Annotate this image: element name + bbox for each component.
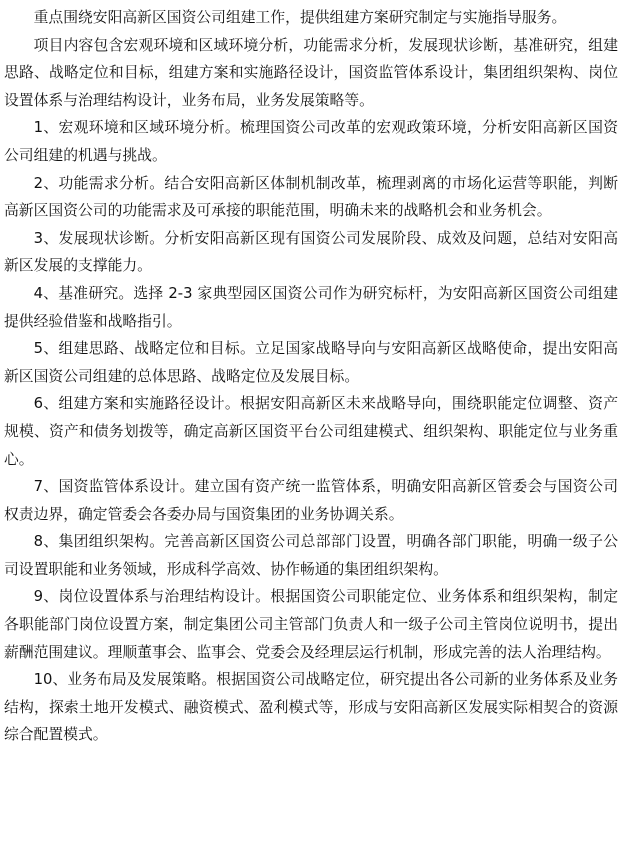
intro-paragraph: 重点围绕安阳高新区国资公司组建工作，提供组建方案研究制定与实施指导服务。	[33, 9, 567, 26]
item-7-paragraph: 7、国资监管体系设计。建立国有资产统一监管体系，明确安阳高新区管委会与国资公司权责边界，确定管委会各委办局与国资集团的业务协调关系。	[4, 478, 618, 523]
item-5-paragraph: 5、组建思路、战略定位和目标。立足国家战略导向与安阳高新区战略使命，提出安阳高新区国资公司组建的总体思路、战略定位及发展目标。	[4, 340, 618, 385]
item-3-paragraph: 3、发展现状诊断。分析安阳高新区现有国资公司发展阶段、成效及问题，总结对安阳高新区发展的支撑能力。	[4, 229, 618, 275]
item-2-paragraph: 2、功能需求分析。结合安阳高新区体制机制改革，梳理剥离的市场化运营等职能，判断高新区国资公司的功能需求及可承接的职能范围，明确未来的战略机会和业务机会。	[4, 174, 618, 220]
item-10-paragraph: 10、业务布局及发展策略。根据国资公司战略定位，研究提出各公司新的业务体系及业务结构，探索土地开发模式、融资模式、盈利模式等，形成与安阳高新区发展实际相契合的资源综合配置模式。	[4, 671, 618, 744]
item-1-paragraph: 1、宏观环境和区域环境分析。梳理国资公司改革的宏观政策环境，分析安阳高新区国资公司组建的机遇与挑战。	[4, 119, 618, 164]
item-6-paragraph: 6、组建方案和实施路径设计。根据安阳高新区未来战略导向，围绕职能定位调整、资产规模、资产和债务划拨等，确定高新区国资平台公司组建模式、组织架构、职能定位与业务重心。	[4, 395, 618, 468]
item-8-paragraph: 8、集团组织架构。完善高新区国资公司总部部门设置，明确各部门职能，明确一级子公司设置职能和业务领域，形成科学高效、协作畅通的集团组织架构。	[4, 533, 618, 578]
item-4-paragraph: 4、基准研究。选择 2-3 家典型园区国资公司作为研究标杆，为安阳高新区国资公司组建提供经验借鉴和战略指引。	[4, 284, 618, 330]
scope-paragraph: 项目内容包含宏观环境和区域环境分析，功能需求分析，发展现状诊断，基准研究，组建思路、战略定位和目标，组建方案和实施路径设计，国资监管体系设计，集团组织架构、岗位设置体系与治理结构设计，业务布局，业务发展策略等。	[4, 36, 618, 109]
item-9-paragraph: 9、岗位设置体系与治理结构设计。根据国资公司职能定位、业务体系和组织架构，制定各职能部门岗位设置方案，制定集团公司主管部门负责人和一级子公司主管岗位说明书，提出薪酬范围建议。理顺董事会、监事会、党委会及经理层运行机制，形成完善的法人治理结构。	[4, 588, 618, 661]
